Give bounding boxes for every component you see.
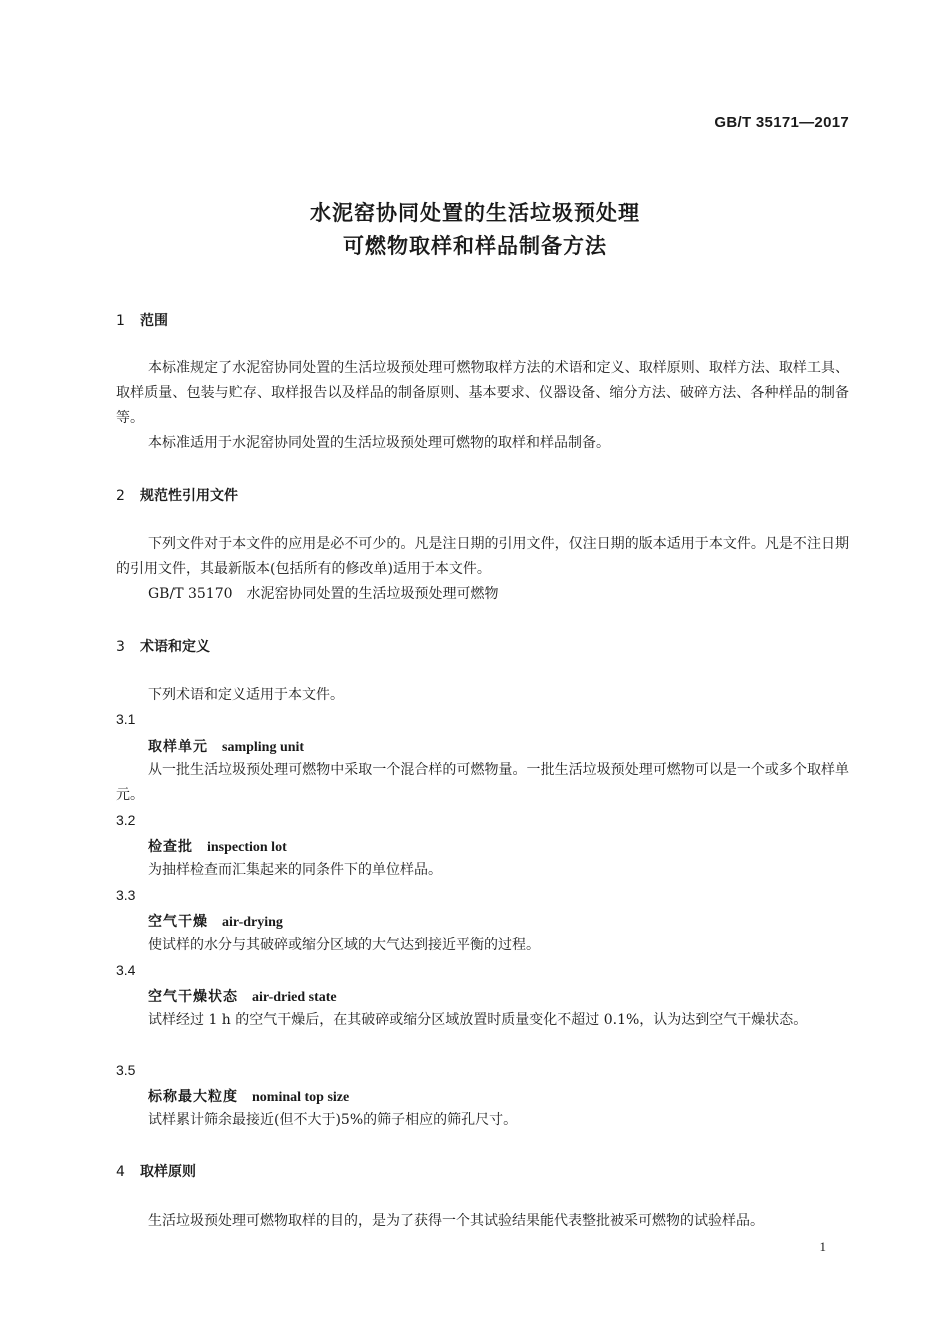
term-english: air-dried state — [252, 990, 337, 1005]
section-1-paragraph-1: 本标准规定了水泥窑协同处置的生活垃圾预处理可燃物取样方法的术语和定义、取样原则、取样方法、取样工具、取样质量、包装与贮存、取样报告以及样品的制备原则、基本要求、仪器设备、缩分方法、破碎方法、各种样品的制备等。 — [116, 360, 849, 426]
section-1-heading — [116, 310, 168, 330]
term-number: 3.2 — [116, 812, 136, 828]
term-definition: 试样累计筛余最接近(但不大于)5%的筛子相应的筛孔尺寸。 — [148, 1112, 518, 1128]
section-4-title: 取样原则 — [140, 1164, 196, 1180]
term-chinese: 标称最大粒度 — [148, 1089, 238, 1105]
section-1-paragraph-2: 本标准适用于水泥窑协同处置的生活垃圾预处理可燃物的取样和样品制备。 — [148, 435, 610, 451]
section-2-paragraph-1: 下列文件对于本文件的应用是必不可少的。凡是注日期的引用文件，仅注日期的版本适用于本文件。凡是不注日期的引用文件，其最新版本(包括所有的修改单)适用于本文件。 — [116, 536, 849, 577]
section-3-number: 3 — [116, 639, 125, 655]
term-chinese: 取样单元 — [148, 739, 208, 755]
term-number: 3.3 — [116, 887, 136, 903]
section-4-number: 4 — [116, 1164, 125, 1180]
term-english: nominal top size — [252, 1090, 350, 1105]
term-english: sampling unit — [222, 740, 305, 755]
term-number: 3.4 — [116, 962, 136, 978]
term-heading — [148, 836, 287, 856]
section-3-title: 术语和定义 — [140, 639, 210, 655]
term-heading — [148, 911, 283, 931]
term-definition: 为抽样检查而汇集起来的同条件下的单位样品。 — [148, 862, 442, 878]
normative-reference: GB/T 35170 水泥窑协同处置的生活垃圾预处理可燃物 — [148, 586, 499, 602]
standard-code: GB/T 35171—2017 — [714, 114, 849, 131]
term-definition: 试样经过 1 h 的空气干燥后，在其破碎或缩分区域放置时质量变化不超过 0.1%，认为达到空气干燥状态。 — [148, 1012, 808, 1028]
document-title-line-1: 水泥窑协同处置的生活垃圾预处理 — [310, 201, 640, 225]
section-3-intro: 下列术语和定义适用于本文件。 — [148, 687, 344, 703]
term-definition: 使试样的水分与其破碎或缩分区域的大气达到接近平衡的过程。 — [148, 937, 540, 953]
term-definition: 从一批生活垃圾预处理可燃物中采取一个混合样的可燃物量。一批生活垃圾预处理可燃物可以是一个或多个取样单元。 — [116, 762, 849, 803]
document-title-line-2: 可燃物取样和样品制备方法 — [343, 234, 607, 258]
section-3-heading — [116, 636, 210, 656]
section-4-heading — [116, 1161, 196, 1181]
section-2-number: 2 — [116, 488, 125, 504]
term-heading — [148, 736, 304, 756]
section-4-paragraph-1: 生活垃圾预处理可燃物取样的目的，是为了获得一个其试验结果能代表整批被采可燃物的试验样品。 — [148, 1213, 764, 1229]
term-heading — [148, 1086, 349, 1106]
section-1-title: 范围 — [140, 313, 168, 329]
term-number: 3.1 — [116, 711, 136, 727]
term-number: 3.5 — [116, 1062, 136, 1078]
term-english: inspection lot — [207, 840, 287, 855]
term-heading — [148, 986, 337, 1006]
term-chinese: 空气干燥状态 — [148, 989, 238, 1005]
section-1-number: 1 — [116, 313, 125, 329]
term-chinese: 检查批 — [148, 839, 193, 855]
term-chinese: 空气干燥 — [148, 914, 208, 930]
term-english: air-drying — [222, 915, 283, 930]
section-2-heading — [116, 485, 238, 505]
section-2-title: 规范性引用文件 — [140, 488, 238, 504]
page-number: 1 — [819, 1239, 826, 1254]
